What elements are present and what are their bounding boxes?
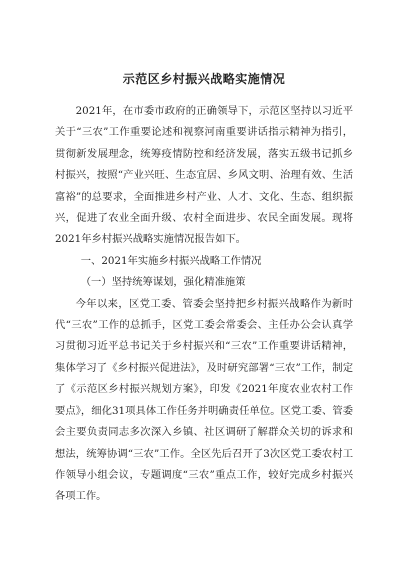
document-title: 示范区乡村振兴战略实施情况: [122, 72, 286, 86]
subsection-heading: （一）坚持统筹谋划，强化精准施策: [80, 276, 246, 289]
body-paragraph: 今年以来，区党工委、管委会坚持把乡村振兴战略作为新时代“三农”工作的总抓手，区党工委会常委会、主任办公会认真学习贯彻习近平总书记关于乡村振兴和“三农”工作重要讲话精神，集体学习了《乡村振兴促进法》，及时研究部署“三农”工作，制定了《示范区乡村振兴规划方案》，印发《2021年度农业农村工作要点》，细化31项具体工作任务并明确责任单位。区党工委、管委会主要负责同志多次深入乡镇、社区调研了解群众关切的诉求和想法，统筹协调“三农”工作。全区先后召开了3次区党工委农村工作领导小组会议，专题调度“三农”重点工作，较好完成乡村振兴各项工作。: [55, 297, 353, 503]
intro-paragraph: 2021年，在市委市政府的正确领导下，示范区坚持以习近平关于“三农”工作重要论述和视察河南重要讲话指示精神为指引，贯彻新发展理念，统筹疫情防控和经济发展，落实五级书记抓乡村振兴，按照“产业兴旺、生态宜居、乡风文明、治理有效、生活富裕”的总要求，全面推进乡村产业、人才、文化、生态、组织振兴，促进了农业全面升级、农村全面进步、农民全面发展。现将2021年乡村振兴战略实施情况报告如下。: [55, 105, 353, 246]
section-heading: 一、2021年实施乡村振兴战略工作情况: [80, 254, 262, 267]
